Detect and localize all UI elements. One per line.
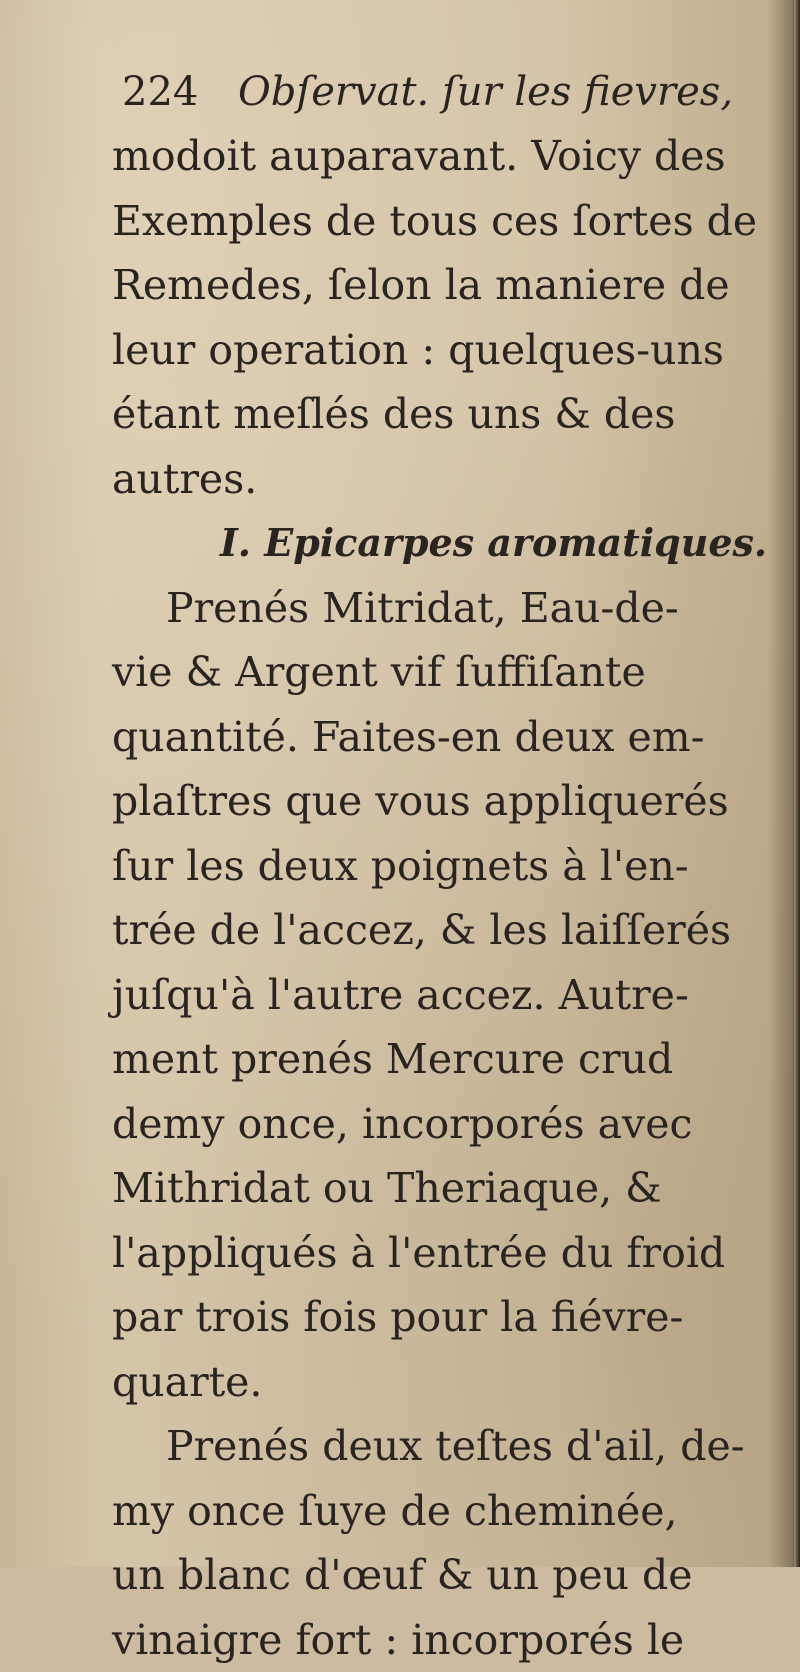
text-line: vinaigre fort : incorporés le [112, 1608, 772, 1672]
text-line: trée de l'accez, & les laiſſerés [112, 898, 772, 963]
text-line: modoit auparavant. Voicy des [112, 124, 772, 189]
text-line: vie & Argent vif ſuffiſante [112, 640, 772, 705]
section-heading: I. Epicarpes aromatiques. [112, 511, 772, 576]
text-line: Exemples de tous ces ſortes de [112, 189, 772, 254]
text-line: par trois fois pour la fiévre- [112, 1285, 772, 1350]
text-line: un blanc d'œuf & un peu de [112, 1543, 772, 1608]
text-line: l'appliqués à l'entrée du froid [112, 1221, 772, 1286]
page-number: 224 [122, 60, 198, 124]
page-edge [794, 0, 800, 1567]
text-line: plaſtres que vous appliquerés [112, 769, 772, 834]
text-line: étant meſlés des uns & des [112, 382, 772, 447]
running-title: Obſervat. ſur les fievres, [238, 60, 733, 124]
text-line: Mithridat ou Theriaque, & [112, 1156, 772, 1221]
text-line: quarte. [112, 1350, 772, 1415]
text-line: leur operation : quelques-uns [112, 318, 772, 383]
text-line: Remedes, ſelon la maniere de [112, 253, 772, 318]
text-line: ment prenés Mercure crud [112, 1027, 772, 1092]
text-line: autres. [112, 447, 772, 512]
text-line: juſqu'à l'autre accez. Autre- [112, 963, 772, 1028]
page-header [112, 60, 772, 124]
text-line: my once ſuye de cheminée, [112, 1479, 772, 1544]
text-line: demy once, incorporés avec [112, 1092, 772, 1157]
text-line: ſur les deux poignets à l'en- [112, 834, 772, 899]
text-line: Prenés Mitridat, Eau-de- [112, 576, 772, 641]
text-line: Prenés deux teſtes d'ail, de- [112, 1414, 772, 1479]
text-line: quantité. Faites-en deux em- [112, 705, 772, 770]
page-text [112, 60, 772, 1672]
